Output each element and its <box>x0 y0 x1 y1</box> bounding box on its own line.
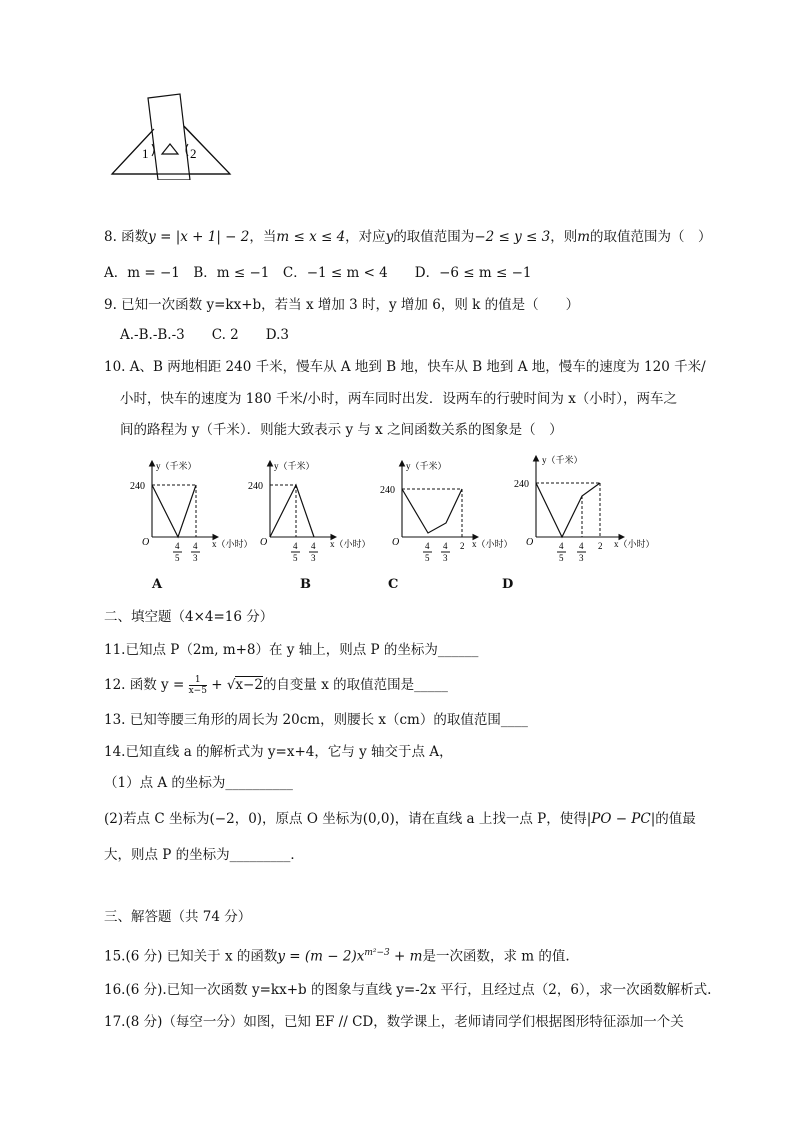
graph-c-label: C <box>388 577 399 592</box>
svg-text:O: O <box>526 537 534 548</box>
question-12: 12. 函数 y = $\frac{1}{x-5}$ + √x−2的自变量 x 的取值范围是_____ <box>104 675 448 696</box>
fraction: $\frac{1}{x-5}$ <box>188 675 207 696</box>
question-14-part2-cont: 大，则点 P 的坐标为_________． <box>104 847 304 863</box>
question-15: 15.(6 分) 已知关于 x 的函数$y = (m - 2)x^{m^2-3} + m$是一次函数，求 m 的值. <box>104 948 570 965</box>
angle-1-label: 1 <box>142 146 149 161</box>
svg-text:3: 3 <box>443 553 448 563</box>
svg-text:5: 5 <box>425 553 430 563</box>
svg-text:3: 3 <box>193 553 198 563</box>
question-14-line1: 14.已知直线 a 的解析式为 y=x+4，它与 y 轴交于点 A， <box>104 744 453 760</box>
svg-text:y（千米）: y（千米） <box>274 461 315 471</box>
question-13: 13. 已知等腰三角形的周长为 20cm，则腰长 x（cm）的取值范围____ <box>104 712 528 728</box>
question-9-options: A.-B.-B.-3 C. 2 D.3 <box>120 327 289 343</box>
svg-text:3: 3 <box>311 553 316 563</box>
svg-text:x（小时）: x（小时） <box>330 539 371 549</box>
graph-line <box>152 485 196 537</box>
svg-text:5: 5 <box>175 553 180 563</box>
question-14-part2: (2)若点 C 坐标为(−2，0)，原点 O 坐标为(0,0)，请在直线 a 上找一点 P，使得|PO − PC|的值最 <box>104 811 696 827</box>
svg-text:y（千米）: y（千米） <box>542 455 583 465</box>
svg-text:2: 2 <box>460 541 465 551</box>
question-8: 8. 函数y = |x + 1| − 2，当m ≤ x ≤ 4，对应y的取值范围为−2 ≤ y ≤ 3，则m的取值范围为（ ） <box>104 229 712 245</box>
question-11: 11.已知点 P（2m, m+8）在 y 轴上，则点 P 的坐标为______ <box>104 642 479 658</box>
section-2-heading: 二、填空题（4×4=16 分） <box>104 609 274 625</box>
svg-text:4: 4 <box>311 541 316 551</box>
svg-text:x（小时）: x（小时） <box>614 539 655 549</box>
section-3-heading: 三、解答题（共 74 分） <box>104 909 252 925</box>
triangle-strip-figure <box>108 90 238 180</box>
graph-c <box>380 455 520 565</box>
graph-line <box>536 483 600 537</box>
svg-text:O: O <box>392 537 400 548</box>
svg-text:240: 240 <box>248 481 263 492</box>
svg-text:240: 240 <box>514 479 529 490</box>
question-9: 9. 已知一次函数 y=kx+b，若当 x 增加 3 时，y 增加 6，则 k 的值是（ ） <box>104 297 580 313</box>
svg-text:4: 4 <box>443 541 448 551</box>
graph-b <box>248 455 378 565</box>
question-10-line2: 小时，快车的速度为 180 千米/小时，两车同时出发．设两车的行驶时间为 x（小时），两车之 <box>120 391 678 407</box>
question-10-line1: 10. A、B 两地相距 240 千米，慢车从 A 地到 B 地，快车从 B 地到 A 地，慢车的速度为 120 千米/ <box>104 359 706 375</box>
question-17: 17.(8 分)（每空一分）如图，已知 EF // CD，数学课上，老师请同学们根据图形特征添加一个关 <box>104 1014 684 1030</box>
svg-text:4: 4 <box>175 541 180 551</box>
svg-text:O: O <box>260 537 268 548</box>
graph-line <box>402 489 462 533</box>
graph-d-label: D <box>502 577 514 592</box>
graph-d <box>514 450 664 565</box>
graph-line <box>270 485 314 537</box>
svg-text:4: 4 <box>579 541 584 551</box>
angle-2-label: 2 <box>190 146 197 161</box>
svg-text:4: 4 <box>425 541 430 551</box>
svg-text:x（小时）: x（小时） <box>472 539 513 549</box>
x-axis-label: x（小时） <box>212 539 253 549</box>
question-14-part1: （1）点 A 的坐标为__________ <box>104 775 293 791</box>
paper-strip <box>148 94 190 180</box>
graph-b-label: B <box>300 577 311 592</box>
question-10-line3: 间的路程为 y（千米）．则能大致表示 y 与 x 之间函数关系的图象是（ ） <box>120 422 563 438</box>
svg-text:4: 4 <box>193 541 198 551</box>
graph-a-label: A <box>152 577 163 592</box>
question-8-options: A．m = −1 B．m ≤ −1 C．−1 ≤ m < 4 D．−6 ≤ m ≤ −1 <box>104 265 532 281</box>
question-16: 16.(6 分).已知一次函数 y=kx+b 的图象与直线 y=-2x 平行，且经过点（2，6），求一次函数解析式. <box>104 982 712 998</box>
svg-text:240: 240 <box>380 485 395 496</box>
graph-a <box>130 455 260 565</box>
svg-text:3: 3 <box>579 553 584 563</box>
svg-text:5: 5 <box>293 553 298 563</box>
y-240-label: 240 <box>130 481 145 492</box>
svg-text:5: 5 <box>559 553 564 563</box>
origin-label: O <box>142 537 150 548</box>
svg-text:2: 2 <box>598 541 603 551</box>
y-axis-label: y（千米） <box>156 461 197 471</box>
svg-text:4: 4 <box>293 541 298 551</box>
svg-text:4: 4 <box>559 541 564 551</box>
svg-text:y（千米）: y（千米） <box>406 461 447 471</box>
